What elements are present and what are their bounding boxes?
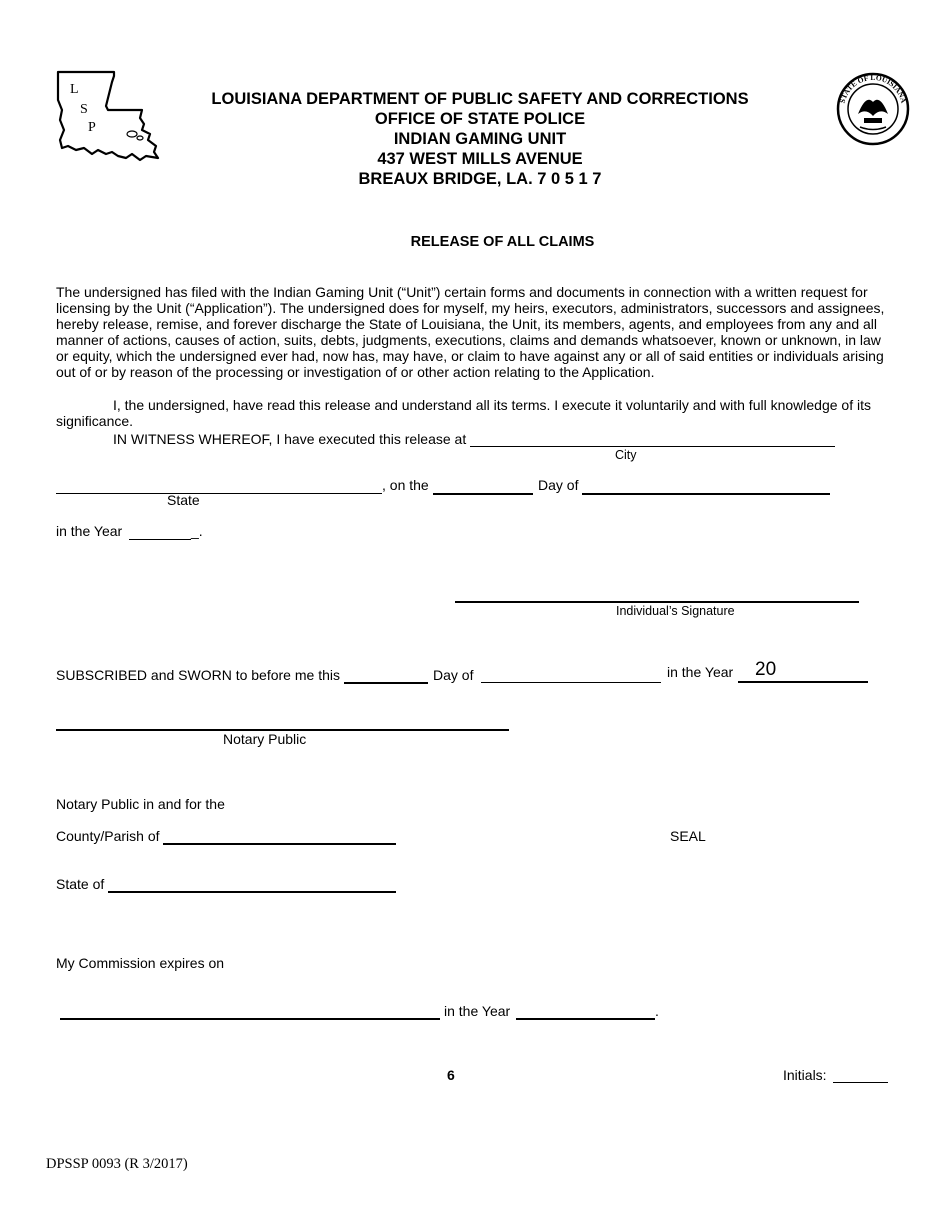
header-line-1: LOUISIANA DEPARTMENT OF PUBLIC SAFETY AND CORRECTIONS [211, 90, 749, 108]
header-line-2: OFFICE OF STATE POLICE [374, 110, 586, 128]
day-field[interactable] [433, 477, 533, 495]
svg-text:STATE OF LOUISIANA: STATE OF LOUISIANA [837, 72, 909, 105]
subscribed-label: SUBSCRIBED and SWORN to before me this [56, 667, 340, 683]
county-parish-label: County/Parish of [56, 828, 160, 844]
signature-line[interactable] [455, 601, 859, 603]
on-the-label: , on the [382, 477, 429, 493]
notary-in-and-for-label: Notary Public in and for the [56, 796, 225, 812]
page-number: 6 [447, 1067, 455, 1083]
header-line-4: 437 WEST MILLS AVENUE [377, 150, 583, 168]
state-field[interactable] [56, 477, 382, 494]
in-the-year-label: in the Year [56, 523, 123, 539]
logo-letter-l: L [70, 82, 79, 97]
witness-label: IN WITNESS WHEREOF, I have executed this release at [113, 431, 467, 447]
commission-year-label: in the Year [444, 1003, 511, 1019]
commission-period: . [655, 1003, 659, 1019]
state-seal [836, 72, 910, 146]
header-line-3: INDIAN GAMING UNIT [393, 130, 567, 148]
logo-letter-p: P [88, 120, 96, 135]
city-label: City [615, 448, 637, 462]
commission-label: My Commission expires on [56, 955, 225, 971]
notary-state-field[interactable] [108, 875, 396, 893]
signature-label: Individual’s Signature [616, 604, 735, 618]
form-id: DPSSP 0093 (R 3/2017) [46, 1156, 188, 1172]
header-line-5: BREAUX BRIDGE, LA. 7 0 5 1 7 [358, 170, 602, 188]
lsp-logo [56, 70, 160, 162]
seal-label: SEAL [670, 828, 706, 844]
sworn-day-field[interactable] [344, 666, 428, 684]
acknowledgement-paragraph: I, the undersigned, have read this release and understand all its terms. I execute it voluntarily and with full knowledge of its significance. [56, 397, 871, 429]
sworn-year-prefix: 20 [755, 659, 777, 680]
sworn-day-of-label: Day of [433, 667, 474, 683]
city-field[interactable] [470, 430, 835, 447]
initials-field[interactable] [833, 1066, 888, 1083]
logo-letter-s: S [80, 102, 88, 117]
state-seal-icon [836, 72, 910, 146]
state-label: State [167, 492, 200, 508]
state-of-label: State of [56, 876, 105, 892]
commission-year-field[interactable] [516, 1002, 655, 1020]
county-parish-field[interactable] [163, 827, 396, 845]
commission-date-field[interactable] [60, 1002, 440, 1020]
document-title: RELEASE OF ALL CLAIMS [410, 234, 595, 250]
sworn-year-label: in the Year [667, 664, 734, 680]
year-field-suffix: _. [191, 523, 203, 539]
day-of-label: Day of [538, 477, 579, 493]
month-field[interactable] [582, 477, 830, 495]
year-field[interactable] [129, 523, 191, 540]
release-paragraph: The undersigned has filed with the Indian Gaming Unit (“Unit”) certain forms and documents in connection with a written request for licensing by the Unit (“Application”). The undersigned does for myself, my heirs, executors, administrators, successors and assignees, hereby release, remise, and forever discharge the State of Louisiana, the Unit, its members, agents, and employees from any and all manner of actions, causes of action, suits, debts, judgments, executions, claims and demands whatsoever, known or unknown, in law or equity, which the undersigned ever had, now has, may have, or claim to have against any or all of said entities or individuals arising out of or by reason of the processing or investigation of or other action relating to the Application. [56, 284, 885, 380]
initials-label: Initials: [783, 1067, 827, 1083]
sworn-month-field[interactable] [481, 666, 661, 683]
notary-public-label: Notary Public [223, 731, 307, 747]
